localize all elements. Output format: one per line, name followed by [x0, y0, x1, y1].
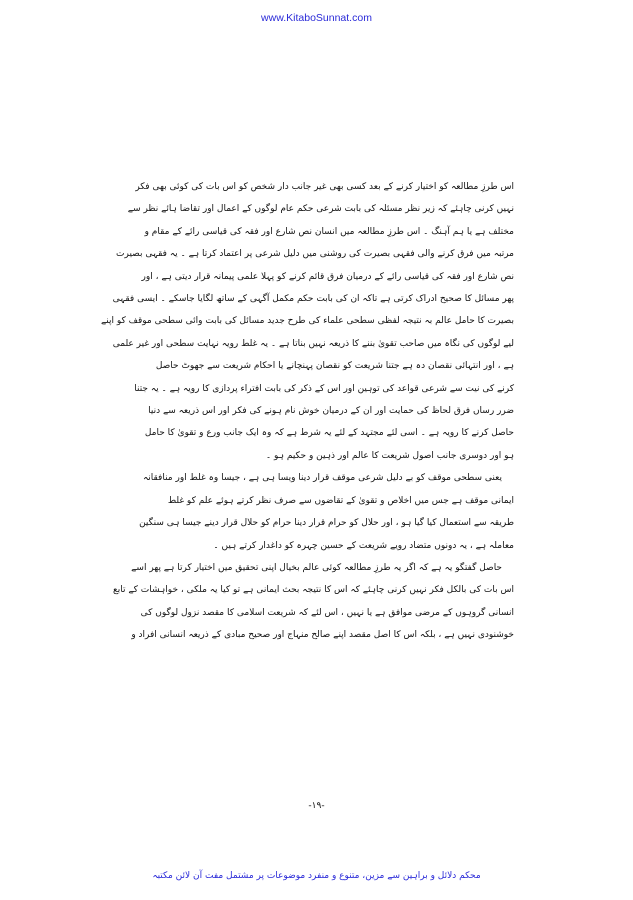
text-line: معاملہ ہے ، یہ دونوں متضاد رویے شریعت کے حسین چہرہ کو داغدار کرتے ہیں ۔	[213, 540, 514, 551]
text-line: مختلف ہے یا ہم آہنگ ۔ اس طرزِ مطالعہ میں انسان نص شارع اور فقہ کی قیاسی رائے کے مقام و	[144, 226, 514, 237]
footer-promo-text: محکم دلائل و براہین سے مزین، متنوع و منفرد موضوعات پر مشتمل مفت آن لائن مکتبہ	[152, 871, 481, 881]
text-line: لیے لوگوں کی نگاہ میں صاحب تقویٰ بننے کا ذریعہ نہیں بناتا ہے ۔ یہ غلط رویہ نہایت سطحی اور غیر علمی	[112, 338, 514, 349]
text-line: بصیرت کا حامل عالم بہ نتیجہ لفظی سطحی علماء کی طرح جدید مسائل کی بابت وائی سطحی موقف کو اپنے	[100, 316, 514, 327]
text-line: ہے ، اور انتہائی نقصان دہ ہے جتنا شریعت کو نقصان پہنچانے یا احکام شریعت سے جھوٹ حاصل	[155, 361, 514, 372]
text-line: نہیں کرنی چاہئے کہ زیر نظر مسئلہ کی بابت شرعی حکم عام لوگوں کے اعمال اور تقاضا ہائے نظر سے	[127, 204, 514, 215]
paragraph-3	[112, 557, 514, 647]
text-line: حاصل گفتگو یہ ہے کہ اگر یہ طرزِ مطالعہ کوئی عالم بخیال اپنی تحقیق میں اختیار کرتا ہے پھر اسے	[131, 562, 502, 573]
text-line: نص شارع اور فقہ کی قیاسی رائے کے درمیان فرق قائم کرنے کو پہلا علمی پیمانہ قرار دیتی ہے ، اور	[141, 271, 514, 282]
text-line: ضرر رساں فرق لحاظ کی حمایت اور ان کے درمیان خوش نام ہونے کی فکر اور اس ذریعہ سے دنیا	[148, 406, 514, 417]
text-line: اس بات کی بالکل فکر نہیں کرنی چاہئے کہ اس کا نتیجہ بحث ایمانی ہے تو کیا یہ ملکی ، خواہشات کے تابع	[112, 585, 514, 596]
text-line: طریقہ سے استعمال کیا گیا ہو ، اور حلال کو حرام قرار دینا حرام کو حلال قرار دینے جیسا ہی سنگین	[139, 518, 514, 529]
text-line: خوشنودی نہیں ہے ، بلکہ اس کا اصل مقصد اپنے صالح منہاج اور صحیح مبادی کے ذریعہ انسانی افراد و	[131, 630, 514, 641]
text-line: اس طرزِ مطالعہ کو اختیار کرنے کے بعد کسی بھی غیر جانب دار شخص کو اس بات کی کوئی بھی فکر	[135, 182, 514, 192]
page-body	[100, 176, 514, 647]
text-line: ایمانی موقف ہے جس میں اخلاص و تقویٰ کے تقاضوں سے صرف نظر کرتے ہوئے علم کو غلط	[167, 495, 514, 506]
text-line: یعنی سطحی موقف کو بے دلیل شرعی موقف قرار دینا ویسا ہی ہے ، جیسا وہ غلط اور منافقانہ	[142, 473, 502, 484]
text-line: کرنے کی نیت سے شرعی قواعد کی توہین اور اس کے ذکر کی بابت افتراء پردازی کا رویہ ہے ۔ یہ جتنا	[134, 383, 514, 394]
text-line: مرتبہ میں فرق کرنے والی فقہی بصیرت کی روشنی میں دلیل شرعی پر اعتماد کرتا ہے ۔ یہ فقہی بصیرت	[116, 249, 514, 260]
page-number: -۱۹-	[308, 801, 325, 811]
text-line: حاصل کرنے کا رویہ ہے ۔ اسی لئے مجتہد کے لئے یہ شرط ہے کہ وہ ایک جانب ورع و تقویٰ کا حامل	[144, 428, 514, 439]
text-line: ہو اور دوسری جانب اصول شریعت کا عالم اور ذہین و حکیم ہو ۔	[265, 450, 514, 461]
text-line: پھر مسائل کا صحیح ادراک کرتی ہے تاکہ ان کی بابت حکم مکمل آگہی کے ساتھ لگایا جاسکے ۔ ایسی فقہی	[112, 294, 514, 305]
paragraph-1	[100, 176, 514, 467]
site-url-link[interactable]: www.KitaboSunnat.com	[261, 12, 372, 24]
paragraph-2	[139, 467, 514, 557]
text-line: انسانی گروہوں کے مرضی موافق ہے یا نہیں ، اس لئے کہ شریعت اسلامی کا مقصد نزول لوگوں کی	[140, 607, 514, 618]
